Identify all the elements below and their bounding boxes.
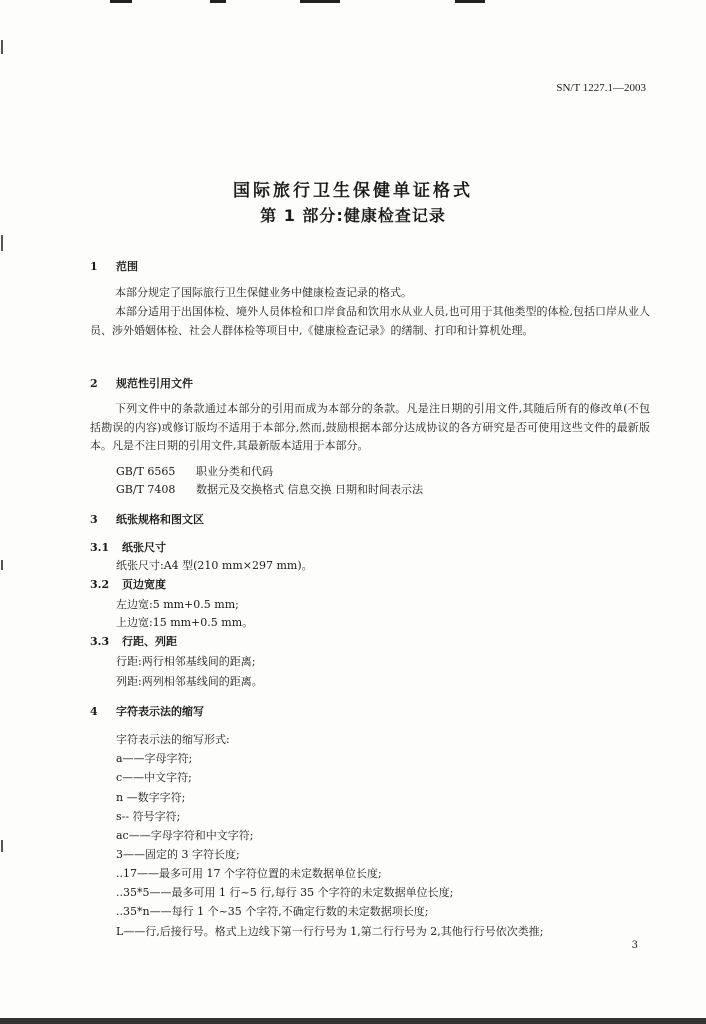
section-1-paragraph-2: 本部分适用于出国体检、境外人员体检和口岸食品和饮用水从业人员,也可用于其他类型的体检,包括口岸从业人员、涉外婚姻体检、社会人群体检等项目中,《健康检查记录》的缮制、打印和计算机处理。 — [90, 305, 650, 337]
subsection-number: 3.3 — [90, 635, 110, 648]
page-number: 3 — [631, 940, 638, 951]
reference-code: GB/T 7408 — [116, 483, 176, 496]
section-1-heading — [90, 258, 138, 274]
abbreviation-line: c——中文字符; — [116, 771, 192, 784]
scan-mark-bottom — [0, 1018, 706, 1024]
section-number: 4 — [90, 705, 98, 718]
abbreviation-line: s-- 符号字符; — [116, 810, 181, 823]
column-spacing-line: 列距:两列相邻基线间的距离。 — [116, 675, 263, 688]
abbreviation-line: 3——固定的 3 字符长度; — [116, 848, 240, 861]
section-title: 纸张规格和图文区 — [116, 513, 204, 526]
subsection-3-2-heading — [90, 576, 166, 592]
abbreviation-line: L——行,后接行号。格式上边线下第一行行号为 1,第二行行号为 2,其他行行号依次类推; — [116, 925, 544, 938]
abbreviation-line: ac——字母字符和中文字符; — [116, 829, 254, 842]
document-subtitle: 第 1 部分:健康检查记录 — [260, 206, 446, 225]
left-margin-line: 左边宽:5 mm+0.5 mm; — [116, 598, 239, 611]
section-2-paragraph: 下列文件中的条款通过本部分的引用而成为本部分的条款。凡是注日期的引用文件,其随后所有的修改单(不包括勘误的内容)或修订版均不适用于本部分,然而,鼓励根据本部分达成协议的各方研究是否可使用这些文件的最新版本。凡是不注日期的引用文件,其最新版本适用于本部分。 — [90, 402, 650, 452]
scan-mark-top-3 — [300, 0, 340, 3]
standard-code: SN/T 1227.1—2003 — [556, 82, 646, 94]
margin-mark-1 — [1, 40, 3, 54]
reference-item — [116, 481, 423, 497]
reference-item — [116, 463, 273, 479]
section-number: 2 — [90, 377, 98, 390]
margin-mark-2 — [1, 235, 3, 251]
reference-title: 职业分类和代码 — [196, 465, 273, 478]
scan-mark-top-4 — [455, 0, 485, 3]
subsection-number: 3.2 — [90, 578, 110, 591]
subsection-3-1-heading — [90, 539, 166, 555]
document-title: 国际旅行卫生保健单证格式 — [233, 181, 473, 201]
subsection-3-3-heading — [90, 633, 177, 649]
section-number: 1 — [90, 260, 98, 273]
reference-code: GB/T 6565 — [116, 465, 176, 478]
paper-size-line: 纸张尺寸:A4 型(210 mm×297 mm)。 — [116, 559, 313, 572]
abbreviation-line: ..17——最多可用 17 个字符位置的未定数据单位长度; — [116, 867, 382, 880]
abbreviation-line: 字符表示法的缩写形式: — [116, 733, 230, 746]
subsection-number: 3.1 — [90, 541, 110, 554]
subsection-title: 纸张尺寸 — [122, 541, 166, 554]
margin-mark-3 — [1, 560, 3, 570]
abbreviation-line: a——字母字符; — [116, 752, 193, 765]
section-title: 规范性引用文件 — [116, 377, 193, 390]
margin-mark-4 — [1, 840, 3, 852]
subsection-title: 行距、列距 — [122, 635, 177, 648]
section-1-paragraph-1: 本部分规定了国际旅行卫生保健业务中健康检查记录的格式。 — [115, 286, 412, 299]
section-number: 3 — [90, 513, 98, 526]
line-spacing-line: 行距:两行相邻基线间的距离; — [116, 655, 256, 668]
scan-mark-top-1 — [110, 0, 132, 3]
abbreviation-line: n —数字字符; — [116, 791, 186, 804]
reference-title: 数据元及交换格式 信息交换 日期和时间表示法 — [196, 483, 423, 496]
subsection-title: 页边宽度 — [122, 578, 166, 591]
abbreviation-line: ..35*n——每行 1 个~35 个字符,不确定行数的未定数据项长度; — [116, 905, 429, 918]
section-title: 范围 — [116, 260, 138, 273]
section-title: 字符表示法的缩写 — [116, 705, 204, 718]
section-4-heading — [90, 703, 204, 719]
section-3-heading — [90, 511, 204, 527]
section-2-heading — [90, 375, 193, 391]
scan-mark-top-2 — [210, 0, 226, 3]
abbreviation-line: ..35*5——最多可用 1 行~5 行,每行 35 个字符的未定数据单位长度; — [116, 886, 454, 899]
top-margin-line: 上边宽:15 mm+0.5 mm。 — [116, 616, 254, 629]
